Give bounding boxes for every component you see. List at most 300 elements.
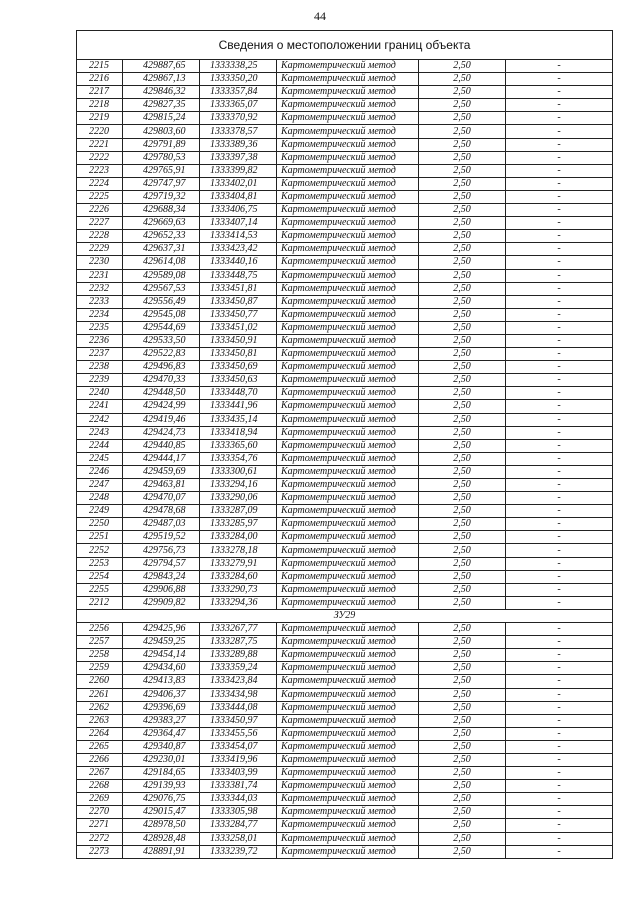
y-coordinate-cell: 1333403,99 xyxy=(200,767,277,780)
description-cell: - xyxy=(506,740,613,753)
point-number-cell: 2240 xyxy=(77,387,123,400)
x-coordinate-cell: 429139,93 xyxy=(123,780,200,793)
accuracy-cell: 2,50 xyxy=(419,230,506,243)
accuracy-cell: 2,50 xyxy=(419,426,506,439)
description-cell: - xyxy=(506,400,613,413)
point-number-cell: 2227 xyxy=(77,217,123,230)
method-cell: Картометрический метод xyxy=(277,845,419,858)
y-coordinate-cell: 1333287,75 xyxy=(200,636,277,649)
x-coordinate-cell: 429669,63 xyxy=(123,217,200,230)
x-coordinate-cell: 429463,81 xyxy=(123,479,200,492)
table-row xyxy=(77,269,613,282)
accuracy-cell: 2,50 xyxy=(419,753,506,766)
table-row xyxy=(77,675,613,688)
x-coordinate-cell: 429815,24 xyxy=(123,112,200,125)
point-number-cell: 2234 xyxy=(77,308,123,321)
method-cell: Картометрический метод xyxy=(277,413,419,426)
table-row xyxy=(77,125,613,138)
x-coordinate-cell: 429340,87 xyxy=(123,740,200,753)
description-cell: - xyxy=(506,295,613,308)
table-row xyxy=(77,492,613,505)
method-cell: Картометрический метод xyxy=(277,400,419,413)
accuracy-cell: 2,50 xyxy=(419,243,506,256)
point-number-cell: 2251 xyxy=(77,531,123,544)
table-row xyxy=(77,531,613,544)
x-coordinate-cell: 429780,53 xyxy=(123,151,200,164)
accuracy-cell: 2,50 xyxy=(419,740,506,753)
accuracy-cell: 2,50 xyxy=(419,714,506,727)
y-coordinate-cell: 1333423,42 xyxy=(200,243,277,256)
x-coordinate-cell: 429406,37 xyxy=(123,688,200,701)
x-coordinate-cell: 429478,68 xyxy=(123,505,200,518)
table-row xyxy=(77,413,613,426)
method-cell: Картометрический метод xyxy=(277,374,419,387)
method-cell: Картометрический метод xyxy=(277,492,419,505)
point-number-cell: 2252 xyxy=(77,544,123,557)
x-coordinate-cell: 429434,60 xyxy=(123,662,200,675)
method-cell: Картометрический метод xyxy=(277,675,419,688)
y-coordinate-cell: 1333370,92 xyxy=(200,112,277,125)
accuracy-cell: 2,50 xyxy=(419,596,506,609)
y-coordinate-cell: 1333279,91 xyxy=(200,557,277,570)
description-cell: - xyxy=(506,86,613,99)
table-row xyxy=(77,217,613,230)
y-coordinate-cell: 1333397,38 xyxy=(200,151,277,164)
x-coordinate-cell: 429364,47 xyxy=(123,727,200,740)
method-cell: Картометрический метод xyxy=(277,662,419,675)
table-row xyxy=(77,361,613,374)
x-coordinate-cell: 429887,65 xyxy=(123,60,200,73)
method-cell: Картометрический метод xyxy=(277,256,419,269)
description-cell: - xyxy=(506,190,613,203)
point-number-cell: 2236 xyxy=(77,334,123,347)
table-row xyxy=(77,753,613,766)
table-row xyxy=(77,688,613,701)
accuracy-cell: 2,50 xyxy=(419,413,506,426)
table-row xyxy=(77,819,613,832)
accuracy-cell: 2,50 xyxy=(419,295,506,308)
accuracy-cell: 2,50 xyxy=(419,492,506,505)
table-row xyxy=(77,780,613,793)
method-cell: Картометрический метод xyxy=(277,230,419,243)
method-cell: Картометрический метод xyxy=(277,151,419,164)
x-coordinate-cell: 429906,88 xyxy=(123,583,200,596)
y-coordinate-cell: 1333450,97 xyxy=(200,714,277,727)
accuracy-cell: 2,50 xyxy=(419,334,506,347)
method-cell: Картометрический метод xyxy=(277,793,419,806)
x-coordinate-cell: 429765,91 xyxy=(123,164,200,177)
accuracy-cell: 2,50 xyxy=(419,348,506,361)
description-cell: - xyxy=(506,439,613,452)
y-coordinate-cell: 1333450,63 xyxy=(200,374,277,387)
accuracy-cell: 2,50 xyxy=(419,256,506,269)
table-row xyxy=(77,845,613,858)
table-row xyxy=(77,740,613,753)
accuracy-cell: 2,50 xyxy=(419,387,506,400)
y-coordinate-cell: 1333338,25 xyxy=(200,60,277,73)
point-number-cell: 2269 xyxy=(77,793,123,806)
description-cell: - xyxy=(506,308,613,321)
accuracy-cell: 2,50 xyxy=(419,204,506,217)
accuracy-cell: 2,50 xyxy=(419,400,506,413)
description-cell: - xyxy=(506,334,613,347)
accuracy-cell: 2,50 xyxy=(419,780,506,793)
section-label: ЗУ29 xyxy=(77,609,613,622)
table-row xyxy=(77,60,613,73)
y-coordinate-cell: 1333444,08 xyxy=(200,701,277,714)
table-row xyxy=(77,86,613,99)
table-row xyxy=(77,230,613,243)
point-number-cell: 2254 xyxy=(77,570,123,583)
method-cell: Картометрический метод xyxy=(277,321,419,334)
method-cell: Картометрический метод xyxy=(277,780,419,793)
table-header-row xyxy=(77,31,613,60)
point-number-cell: 2249 xyxy=(77,505,123,518)
description-cell: - xyxy=(506,99,613,112)
y-coordinate-cell: 1333399,82 xyxy=(200,164,277,177)
y-coordinate-cell: 1333285,97 xyxy=(200,518,277,531)
y-coordinate-cell: 1333423,84 xyxy=(200,675,277,688)
x-coordinate-cell: 429424,99 xyxy=(123,400,200,413)
y-coordinate-cell: 1333450,77 xyxy=(200,308,277,321)
description-cell: - xyxy=(506,465,613,478)
point-number-cell: 2231 xyxy=(77,269,123,282)
description-cell: - xyxy=(506,623,613,636)
accuracy-cell: 2,50 xyxy=(419,662,506,675)
table-row xyxy=(77,727,613,740)
x-coordinate-cell: 429533,50 xyxy=(123,334,200,347)
y-coordinate-cell: 1333451,02 xyxy=(200,321,277,334)
point-number-cell: 2258 xyxy=(77,649,123,662)
method-cell: Картометрический метод xyxy=(277,269,419,282)
table-row xyxy=(77,282,613,295)
y-coordinate-cell: 1333305,98 xyxy=(200,806,277,819)
point-number-cell: 2219 xyxy=(77,112,123,125)
description-cell: - xyxy=(506,544,613,557)
accuracy-cell: 2,50 xyxy=(419,479,506,492)
method-cell: Картометрический метод xyxy=(277,544,419,557)
accuracy-cell: 2,50 xyxy=(419,282,506,295)
y-coordinate-cell: 1333284,00 xyxy=(200,531,277,544)
y-coordinate-cell: 1333389,36 xyxy=(200,138,277,151)
y-coordinate-cell: 1333419,96 xyxy=(200,753,277,766)
method-cell: Картометрический метод xyxy=(277,714,419,727)
x-coordinate-cell: 429496,83 xyxy=(123,361,200,374)
accuracy-cell: 2,50 xyxy=(419,727,506,740)
description-cell: - xyxy=(506,164,613,177)
table-row xyxy=(77,295,613,308)
x-coordinate-cell: 429470,07 xyxy=(123,492,200,505)
page-number: 44 xyxy=(314,9,326,23)
table-row xyxy=(77,518,613,531)
x-coordinate-cell: 429519,52 xyxy=(123,531,200,544)
point-number-cell: 2273 xyxy=(77,845,123,858)
x-coordinate-cell: 429413,83 xyxy=(123,675,200,688)
x-coordinate-cell: 429459,25 xyxy=(123,636,200,649)
description-cell: - xyxy=(506,688,613,701)
point-number-cell: 2260 xyxy=(77,675,123,688)
section-row xyxy=(77,609,613,622)
method-cell: Картометрический метод xyxy=(277,819,419,832)
accuracy-cell: 2,50 xyxy=(419,806,506,819)
point-number-cell: 2267 xyxy=(77,767,123,780)
y-coordinate-cell: 1333441,96 xyxy=(200,400,277,413)
point-number-cell: 2212 xyxy=(77,596,123,609)
accuracy-cell: 2,50 xyxy=(419,832,506,845)
accuracy-cell: 2,50 xyxy=(419,73,506,86)
point-number-cell: 2271 xyxy=(77,819,123,832)
point-number-cell: 2244 xyxy=(77,439,123,452)
method-cell: Картометрический метод xyxy=(277,753,419,766)
point-number-cell: 2243 xyxy=(77,426,123,439)
table-row xyxy=(77,243,613,256)
accuracy-cell: 2,50 xyxy=(419,452,506,465)
y-coordinate-cell: 1333344,03 xyxy=(200,793,277,806)
method-cell: Картометрический метод xyxy=(277,465,419,478)
table-row xyxy=(77,426,613,439)
accuracy-cell: 2,50 xyxy=(419,701,506,714)
table-row xyxy=(77,570,613,583)
description-cell: - xyxy=(506,819,613,832)
method-cell: Картометрический метод xyxy=(277,60,419,73)
description-cell: - xyxy=(506,583,613,596)
method-cell: Картометрический метод xyxy=(277,282,419,295)
point-number-cell: 2239 xyxy=(77,374,123,387)
description-cell: - xyxy=(506,714,613,727)
boundary-table-sheet xyxy=(76,30,612,859)
table-row xyxy=(77,583,613,596)
y-coordinate-cell: 1333407,14 xyxy=(200,217,277,230)
description-cell: - xyxy=(506,204,613,217)
accuracy-cell: 2,50 xyxy=(419,308,506,321)
table-row xyxy=(77,636,613,649)
x-coordinate-cell: 429459,69 xyxy=(123,465,200,478)
y-coordinate-cell: 1333294,16 xyxy=(200,479,277,492)
point-number-cell: 2222 xyxy=(77,151,123,164)
description-cell: - xyxy=(506,125,613,138)
y-coordinate-cell: 1333365,60 xyxy=(200,439,277,452)
point-number-cell: 2228 xyxy=(77,230,123,243)
x-coordinate-cell: 429637,31 xyxy=(123,243,200,256)
table-row xyxy=(77,505,613,518)
table-row xyxy=(77,112,613,125)
method-cell: Картометрический метод xyxy=(277,727,419,740)
x-coordinate-cell: 429487,03 xyxy=(123,518,200,531)
x-coordinate-cell: 429424,73 xyxy=(123,426,200,439)
y-coordinate-cell: 1333450,91 xyxy=(200,334,277,347)
y-coordinate-cell: 1333287,09 xyxy=(200,505,277,518)
table-row xyxy=(77,204,613,217)
y-coordinate-cell: 1333440,16 xyxy=(200,256,277,269)
y-coordinate-cell: 1333239,72 xyxy=(200,845,277,858)
method-cell: Картометрический метод xyxy=(277,570,419,583)
description-cell: - xyxy=(506,269,613,282)
table-row xyxy=(77,400,613,413)
table-row xyxy=(77,321,613,334)
accuracy-cell: 2,50 xyxy=(419,518,506,531)
y-coordinate-cell: 1333284,77 xyxy=(200,819,277,832)
accuracy-cell: 2,50 xyxy=(419,793,506,806)
method-cell: Картометрический метод xyxy=(277,73,419,86)
x-coordinate-cell: 429803,60 xyxy=(123,125,200,138)
description-cell: - xyxy=(506,413,613,426)
accuracy-cell: 2,50 xyxy=(419,190,506,203)
y-coordinate-cell: 1333434,98 xyxy=(200,688,277,701)
point-number-cell: 2272 xyxy=(77,832,123,845)
point-number-cell: 2217 xyxy=(77,86,123,99)
x-coordinate-cell: 429843,24 xyxy=(123,570,200,583)
description-cell: - xyxy=(506,177,613,190)
y-coordinate-cell: 1333448,75 xyxy=(200,269,277,282)
table-row xyxy=(77,544,613,557)
accuracy-cell: 2,50 xyxy=(419,374,506,387)
accuracy-cell: 2,50 xyxy=(419,636,506,649)
x-coordinate-cell: 429867,13 xyxy=(123,73,200,86)
description-cell: - xyxy=(506,243,613,256)
method-cell: Картометрический метод xyxy=(277,636,419,649)
description-cell: - xyxy=(506,570,613,583)
x-coordinate-cell: 429230,01 xyxy=(123,753,200,766)
x-coordinate-cell: 429544,69 xyxy=(123,321,200,334)
x-coordinate-cell: 429567,53 xyxy=(123,282,200,295)
accuracy-cell: 2,50 xyxy=(419,557,506,570)
accuracy-cell: 2,50 xyxy=(419,675,506,688)
accuracy-cell: 2,50 xyxy=(419,570,506,583)
description-cell: - xyxy=(506,73,613,86)
x-coordinate-cell: 429747,97 xyxy=(123,177,200,190)
table-row xyxy=(77,190,613,203)
description-cell: - xyxy=(506,60,613,73)
point-number-cell: 2270 xyxy=(77,806,123,819)
description-cell: - xyxy=(506,217,613,230)
point-number-cell: 2216 xyxy=(77,73,123,86)
table-row xyxy=(77,387,613,400)
description-cell: - xyxy=(506,701,613,714)
accuracy-cell: 2,50 xyxy=(419,151,506,164)
point-number-cell: 2235 xyxy=(77,321,123,334)
description-cell: - xyxy=(506,230,613,243)
y-coordinate-cell: 1333294,36 xyxy=(200,596,277,609)
point-number-cell: 2237 xyxy=(77,348,123,361)
accuracy-cell: 2,50 xyxy=(419,623,506,636)
method-cell: Картометрический метод xyxy=(277,138,419,151)
y-coordinate-cell: 1333378,57 xyxy=(200,125,277,138)
method-cell: Картометрический метод xyxy=(277,361,419,374)
y-coordinate-cell: 1333435,14 xyxy=(200,413,277,426)
method-cell: Картометрический метод xyxy=(277,217,419,230)
table-row xyxy=(77,256,613,269)
point-number-cell: 2246 xyxy=(77,465,123,478)
description-cell: - xyxy=(506,374,613,387)
point-number-cell: 2223 xyxy=(77,164,123,177)
y-coordinate-cell: 1333290,06 xyxy=(200,492,277,505)
y-coordinate-cell: 1333350,20 xyxy=(200,73,277,86)
method-cell: Картометрический метод xyxy=(277,583,419,596)
table-row xyxy=(77,348,613,361)
table-row xyxy=(77,793,613,806)
method-cell: Картометрический метод xyxy=(277,86,419,99)
y-coordinate-cell: 1333289,88 xyxy=(200,649,277,662)
method-cell: Картометрический метод xyxy=(277,243,419,256)
method-cell: Картометрический метод xyxy=(277,701,419,714)
y-coordinate-cell: 1333414,53 xyxy=(200,230,277,243)
point-number-cell: 2225 xyxy=(77,190,123,203)
description-cell: - xyxy=(506,505,613,518)
y-coordinate-cell: 1333404,81 xyxy=(200,190,277,203)
y-coordinate-cell: 1333300,61 xyxy=(200,465,277,478)
accuracy-cell: 2,50 xyxy=(419,138,506,151)
method-cell: Картометрический метод xyxy=(277,505,419,518)
y-coordinate-cell: 1333450,87 xyxy=(200,295,277,308)
description-cell: - xyxy=(506,806,613,819)
table-row xyxy=(77,164,613,177)
table-row xyxy=(77,151,613,164)
table-row xyxy=(77,308,613,321)
point-number-cell: 2253 xyxy=(77,557,123,570)
method-cell: Картометрический метод xyxy=(277,334,419,347)
x-coordinate-cell: 429444,17 xyxy=(123,452,200,465)
x-coordinate-cell: 428978,50 xyxy=(123,819,200,832)
description-cell: - xyxy=(506,662,613,675)
method-cell: Картометрический метод xyxy=(277,740,419,753)
description-cell: - xyxy=(506,636,613,649)
x-coordinate-cell: 429454,14 xyxy=(123,649,200,662)
table-row xyxy=(77,99,613,112)
description-cell: - xyxy=(506,780,613,793)
method-cell: Картометрический метод xyxy=(277,348,419,361)
x-coordinate-cell: 429614,08 xyxy=(123,256,200,269)
table-row xyxy=(77,73,613,86)
method-cell: Картометрический метод xyxy=(277,479,419,492)
y-coordinate-cell: 1333451,81 xyxy=(200,282,277,295)
method-cell: Картометрический метод xyxy=(277,806,419,819)
x-coordinate-cell: 429440,85 xyxy=(123,439,200,452)
method-cell: Картометрический метод xyxy=(277,557,419,570)
table-row xyxy=(77,649,613,662)
x-coordinate-cell: 429719,32 xyxy=(123,190,200,203)
method-cell: Картометрический метод xyxy=(277,439,419,452)
x-coordinate-cell: 429827,35 xyxy=(123,99,200,112)
table-row xyxy=(77,662,613,675)
table-body xyxy=(77,31,613,859)
y-coordinate-cell: 1333359,24 xyxy=(200,662,277,675)
method-cell: Картометрический метод xyxy=(277,623,419,636)
description-cell: - xyxy=(506,596,613,609)
description-cell: - xyxy=(506,518,613,531)
method-cell: Картометрический метод xyxy=(277,190,419,203)
description-cell: - xyxy=(506,282,613,295)
accuracy-cell: 2,50 xyxy=(419,217,506,230)
y-coordinate-cell: 1333406,75 xyxy=(200,204,277,217)
accuracy-cell: 2,50 xyxy=(419,112,506,125)
description-cell: - xyxy=(506,767,613,780)
y-coordinate-cell: 1333454,07 xyxy=(200,740,277,753)
table-row xyxy=(77,479,613,492)
y-coordinate-cell: 1333450,69 xyxy=(200,361,277,374)
point-number-cell: 2247 xyxy=(77,479,123,492)
y-coordinate-cell: 1333267,77 xyxy=(200,623,277,636)
table-row xyxy=(77,557,613,570)
accuracy-cell: 2,50 xyxy=(419,819,506,832)
description-cell: - xyxy=(506,727,613,740)
x-coordinate-cell: 429909,82 xyxy=(123,596,200,609)
method-cell: Картометрический метод xyxy=(277,112,419,125)
description-cell: - xyxy=(506,492,613,505)
point-number-cell: 2220 xyxy=(77,125,123,138)
table-row xyxy=(77,177,613,190)
description-cell: - xyxy=(506,348,613,361)
description-cell: - xyxy=(506,138,613,151)
